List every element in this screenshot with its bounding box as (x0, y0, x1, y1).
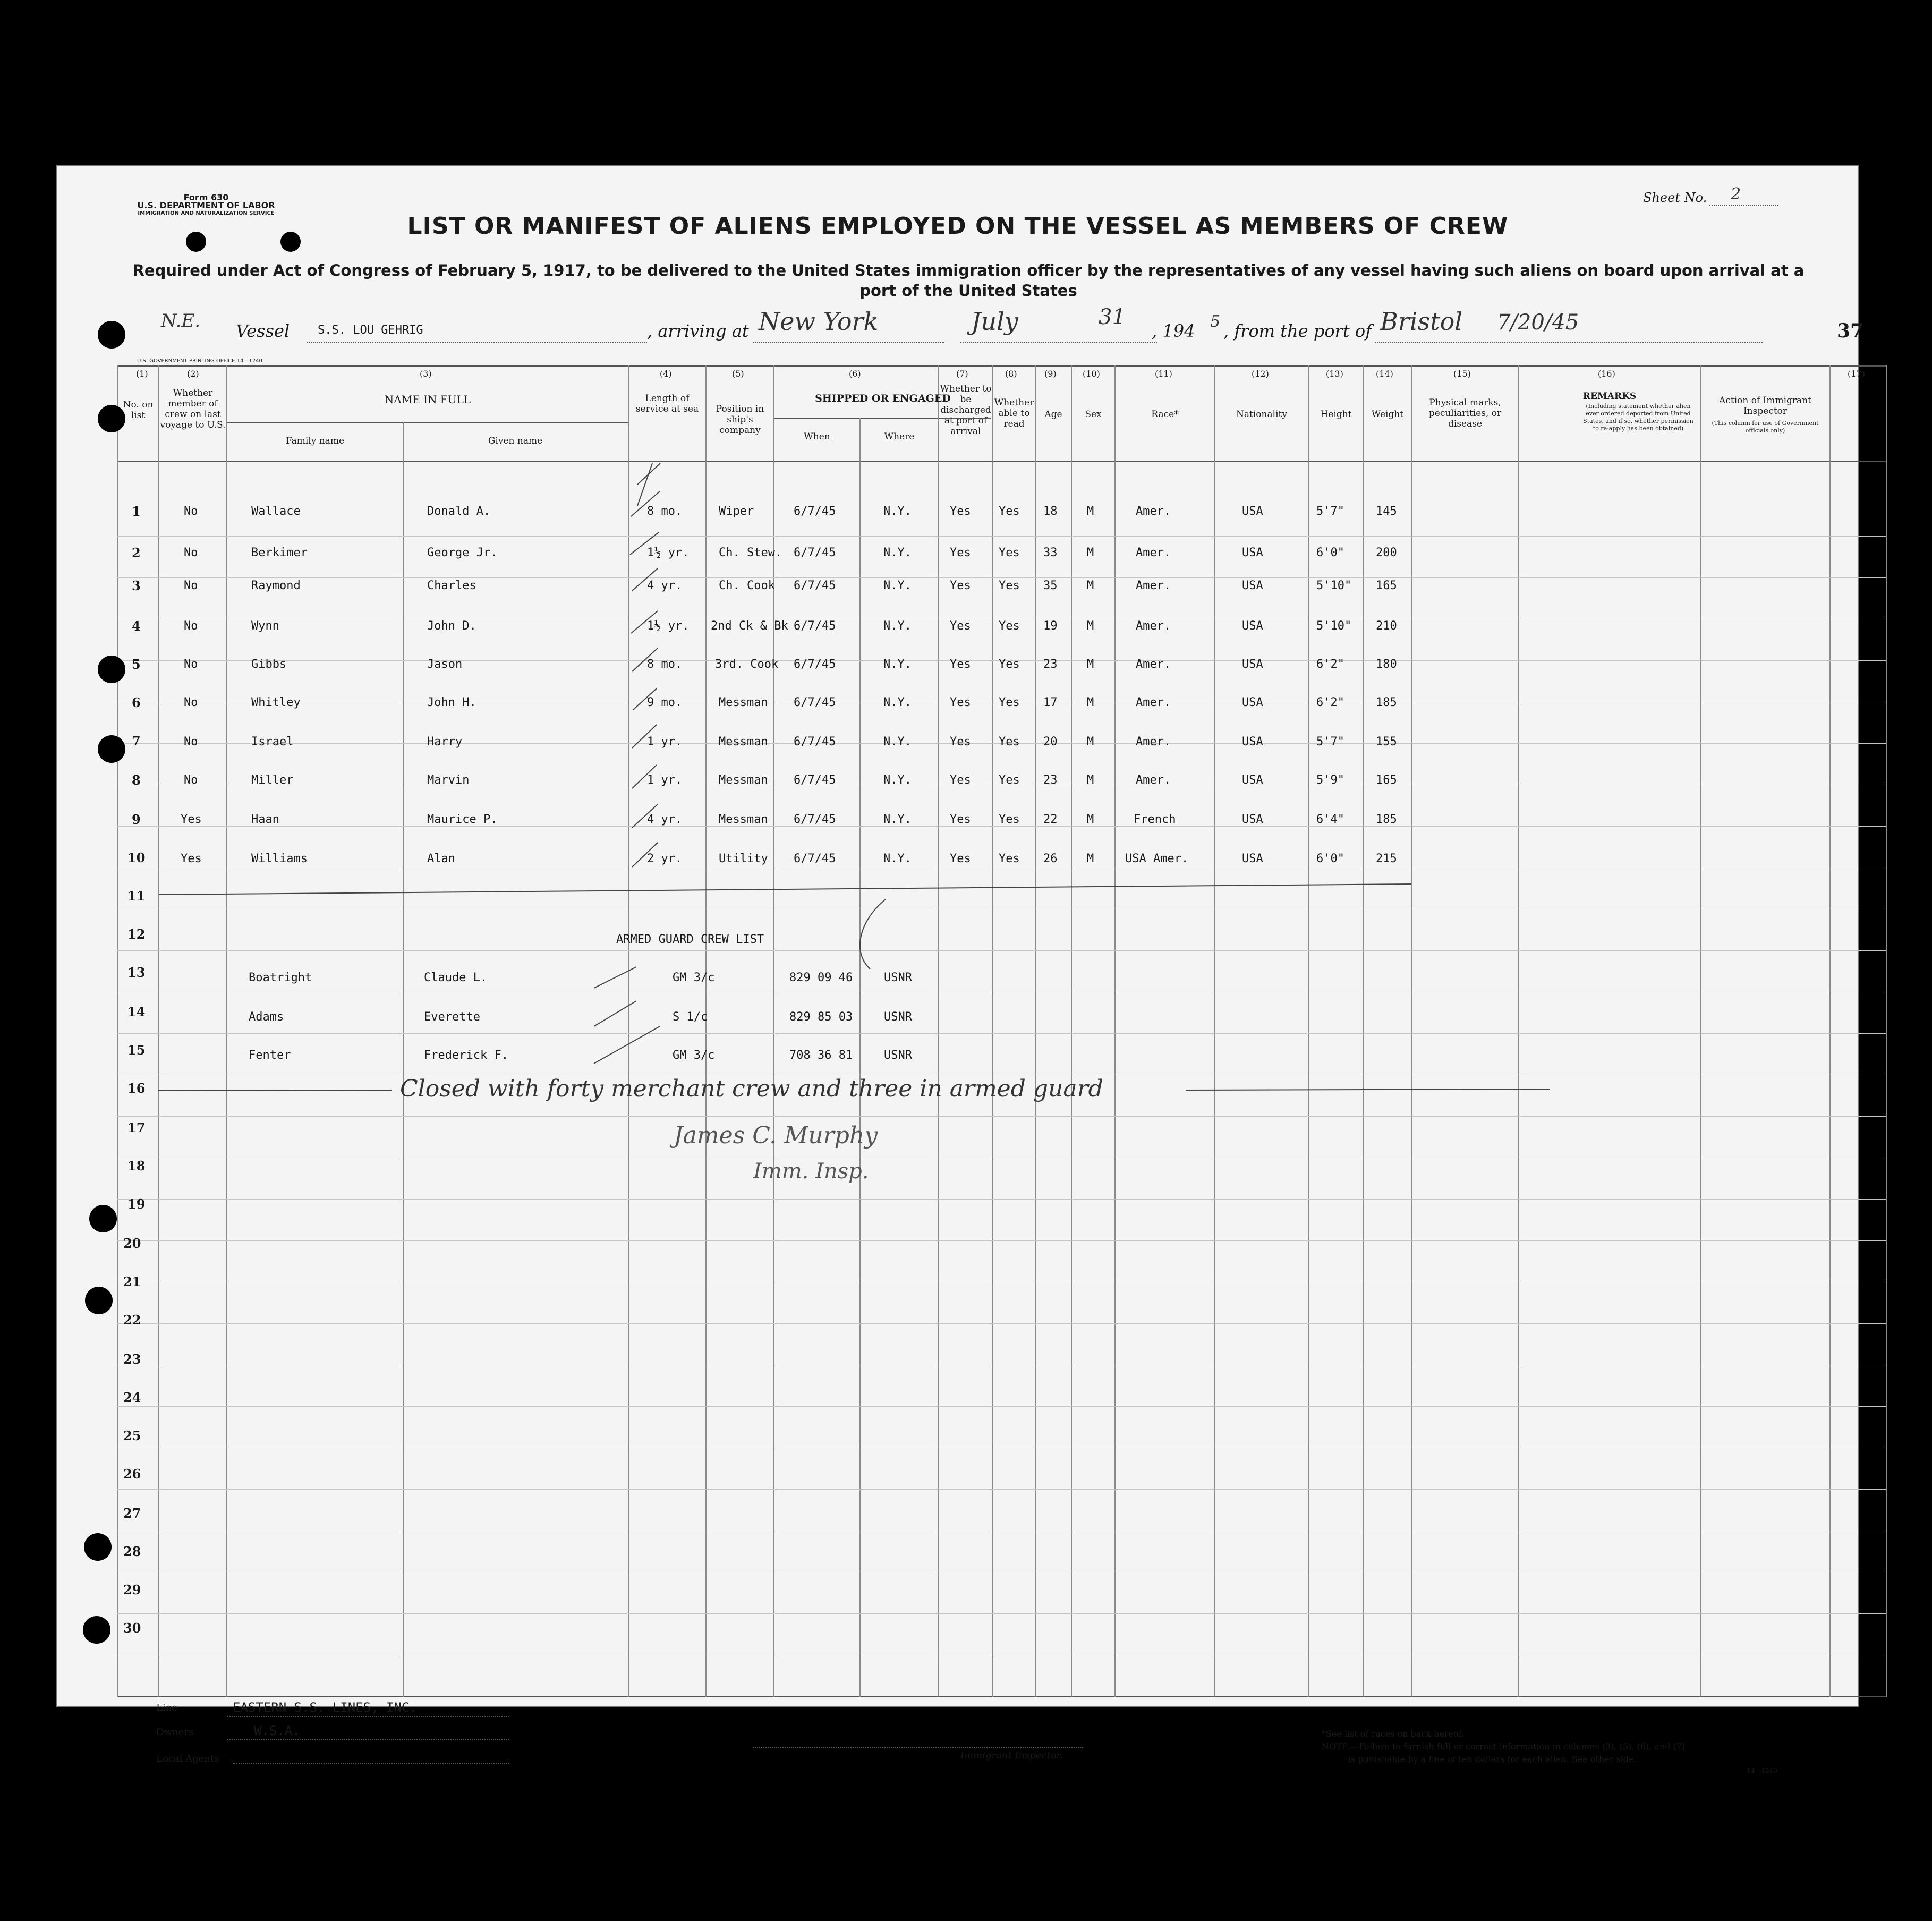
cell-sex: M (1087, 546, 1094, 559)
row-number: 24 (123, 1390, 141, 1405)
row-number: 5 (132, 657, 141, 672)
cell-race: French (1134, 813, 1176, 826)
owners-label: Owners (156, 1727, 194, 1738)
cell-position: Ch. Stew. (719, 546, 782, 559)
cell-read: Yes (999, 852, 1020, 865)
cell-weight: 215 (1376, 852, 1397, 865)
guard-branch: USNR (884, 1049, 912, 1062)
binder-hole (186, 232, 206, 252)
cell-where: N.Y. (883, 852, 912, 865)
cell-sex: M (1087, 696, 1094, 709)
cell-age: 33 (1043, 546, 1058, 559)
row-number: 28 (123, 1544, 141, 1559)
from-port-label: , from the port of (1223, 321, 1372, 341)
cell-service: 1½ yr. (647, 546, 690, 559)
row-number: 10 (127, 850, 146, 865)
cell-height: 5'7" (1316, 735, 1344, 749)
cell-read: Yes (999, 696, 1020, 709)
cell-sex: M (1087, 852, 1094, 865)
cell-weight: 185 (1376, 696, 1397, 709)
col-header-sex: Sex (1085, 409, 1102, 420)
row-number: 8 (132, 772, 141, 788)
cell-read: Yes (999, 579, 1020, 592)
binder-hole (83, 1616, 110, 1644)
cell-where: N.Y. (883, 813, 912, 826)
guard-family: Adams (249, 1010, 284, 1024)
cell-read: Yes (999, 774, 1020, 787)
binder-hole (85, 1287, 113, 1314)
colnum-16: (16) (1598, 369, 1615, 379)
cell-service: 2 yr. (647, 852, 683, 865)
line-rule (227, 1716, 509, 1717)
cell-given: Donald A. (427, 505, 491, 518)
col-header-last-voyage: Whether member of crew on last voyage to U.S. (160, 388, 226, 430)
cell-when: 6/7/45 (794, 735, 836, 749)
binder-hole (89, 1205, 117, 1232)
cell-family: Miller (251, 774, 294, 787)
cell-read: Yes (999, 619, 1020, 633)
cell-age: 35 (1043, 579, 1058, 592)
cell-where: N.Y. (883, 658, 912, 671)
cell-family: Wallace (251, 505, 301, 518)
service: IMMIGRATION AND NATURALIZATION SERVICE (138, 210, 275, 216)
cell-position: Messman (719, 696, 768, 709)
cell-service: 1 yr. (647, 735, 683, 749)
cell-sex: M (1087, 658, 1094, 671)
row-number: 26 (123, 1466, 141, 1482)
cell-where: N.Y. (883, 619, 912, 633)
col-header-read: Whether able to read (994, 397, 1034, 429)
cell-race: Amer. (1136, 735, 1171, 749)
pencil-bracket (860, 899, 886, 969)
arriving-port: New York (759, 307, 879, 336)
cell-sex: M (1087, 774, 1094, 787)
cell-position: Messman (719, 813, 768, 826)
cell-service: 8 mo. (647, 505, 683, 518)
guard-row (57, 1010, 1858, 1032)
cell-service: 9 mo. (647, 696, 683, 709)
cell-family: Wynn (251, 619, 279, 633)
armed-guard-heading: ARMED GUARD CREW LIST (616, 933, 764, 946)
cell-family: Whitley (251, 696, 301, 709)
cell-discharged: Yes (950, 619, 971, 633)
cell-race: Amer. (1136, 505, 1171, 518)
cell-race: Amer. (1136, 579, 1171, 592)
cell-family: Williams (251, 852, 308, 865)
row-number: 2 (132, 545, 141, 560)
vessel-name: S.S. LOU GEHRIG (318, 324, 423, 337)
guard-branch: USNR (884, 971, 912, 984)
col-header-position: Position in ship's company (716, 404, 764, 436)
cell-read: Yes (999, 658, 1020, 671)
col-header-remarks: REMARKS (1582, 391, 1637, 402)
cell-where: N.Y. (883, 696, 912, 709)
guard-rating: S 1/c (673, 1010, 708, 1024)
cell-nationality: USA (1242, 735, 1263, 749)
cell-last-voyage: No (184, 619, 198, 633)
cell-family: Gibbs (251, 658, 287, 671)
cell-family: Israel (251, 735, 294, 749)
row-number: 18 (127, 1158, 146, 1174)
col-header-inspector: Action of Immigrant Inspector (1719, 395, 1811, 416)
cell-age: 19 (1043, 619, 1058, 633)
cell-given: Maurice P. (427, 813, 498, 826)
cell-weight: 200 (1376, 546, 1397, 559)
cell-read: Yes (999, 505, 1020, 518)
sheet-no-value: 2 (1731, 185, 1741, 203)
row-number: 19 (127, 1196, 146, 1212)
row-number: 14 (127, 1004, 146, 1019)
cell-given: George Jr. (427, 546, 498, 559)
colnum-5: (5) (732, 369, 744, 379)
cell-race: Amer. (1136, 696, 1171, 709)
cell-age: 20 (1043, 735, 1058, 749)
agents-rule (233, 1763, 509, 1764)
margin-note: N.E. (161, 310, 201, 332)
colnum-14: (14) (1376, 369, 1393, 379)
cell-position: Wiper (719, 505, 754, 518)
cell-given: Marvin (427, 774, 470, 787)
cell-read: Yes (999, 813, 1020, 826)
row-number: 16 (127, 1081, 146, 1096)
col-header-family: Family name (285, 436, 345, 446)
printer-line: U.S. GOVERNMENT PRINTING OFFICE 14—1240 (137, 358, 262, 364)
manifest-sheet (57, 166, 1865, 1774)
binder-hole (98, 321, 125, 348)
cell-position: Messman (719, 735, 768, 749)
form-subtitle: Required under Act of Congress of February 5, 1917, to be delivered to the United States immigration officer by the representatives of any vessel having such aliens on board upon arrival at a port of the United States (132, 261, 1805, 300)
col-header-name: NAME IN FULL (384, 393, 471, 406)
cell-discharged: Yes (950, 505, 971, 518)
line-label: Line (156, 1702, 177, 1713)
colnum-3: (3) (420, 369, 432, 379)
binder-hole (98, 656, 125, 683)
guard-rating: GM 3/c (673, 1049, 715, 1062)
cell-position: 2nd Ck & Bk (711, 619, 788, 633)
cell-age: 23 (1043, 774, 1058, 787)
cell-where: N.Y. (883, 579, 912, 592)
col-header-inspector-sub: (This column for use of Government officials only) (1712, 420, 1819, 434)
row-number: 7 (132, 733, 141, 749)
arrival-month: July (971, 307, 1018, 336)
cell-discharged: Yes (950, 735, 971, 749)
cell-family: Haan (251, 813, 279, 826)
cell-discharged: Yes (950, 658, 971, 671)
row-number: 12 (127, 926, 146, 942)
guard-given: Everette (424, 1010, 480, 1024)
binder-hole (84, 1533, 112, 1561)
cell-when: 6/7/45 (794, 579, 836, 592)
guard-branch: USNR (884, 1010, 912, 1024)
form-title: LIST OR MANIFEST OF ALIENS EMPLOYED ON THE VESSEL AS MEMBERS OF CREW (407, 212, 1509, 240)
cell-discharged: Yes (950, 696, 971, 709)
cell-given: John D. (427, 619, 476, 633)
row-number: 25 (123, 1428, 141, 1443)
colnum-6: (6) (849, 369, 861, 379)
guard-number: 829 85 03 (789, 1010, 853, 1024)
cell-last-voyage: No (184, 546, 198, 559)
cell-nationality: USA (1242, 774, 1263, 787)
cell-where: N.Y. (883, 505, 912, 518)
cell-last-voyage: No (184, 579, 198, 592)
cell-when: 6/7/45 (794, 774, 836, 787)
cell-nationality: USA (1242, 813, 1263, 826)
immigrant-inspector-label: Immigrant Inspector. (960, 1750, 1063, 1761)
col-header-service: Length of service at sea (635, 393, 699, 414)
cell-service: 1 yr. (647, 774, 683, 787)
cell-service: 8 mo. (647, 658, 683, 671)
pencil-tick (637, 463, 660, 506)
col-header-discharged: Whether to be discharged at port of arrival (940, 384, 992, 437)
colnum-4: (4) (660, 369, 672, 379)
cell-service: 1½ yr. (647, 619, 690, 633)
cell-weight: 165 (1376, 579, 1397, 592)
line-value: EASTERN S.S. LINES, INC. (233, 1700, 417, 1715)
footer-code: 14—1240 (1747, 1767, 1777, 1774)
arriving-label: , arriving at (647, 321, 749, 341)
cell-where: N.Y. (883, 735, 912, 749)
colnum-12: (12) (1252, 369, 1269, 379)
cell-service: 4 yr. (647, 813, 683, 826)
col-header-nationality: Nationality (1236, 409, 1287, 420)
cell-last-voyage: Yes (181, 852, 202, 865)
cell-age: 26 (1043, 852, 1058, 865)
from-port: Bristol (1380, 307, 1463, 336)
cell-age: 22 (1043, 813, 1058, 826)
binder-hole (98, 735, 125, 763)
cell-height: 5'7" (1316, 505, 1344, 518)
page-stamp: 37 (1837, 320, 1864, 342)
guard-family: Fenter (249, 1049, 291, 1062)
cell-when: 6/7/45 (794, 813, 836, 826)
colnum-7: (7) (956, 369, 968, 379)
vessel-label: Vessel (236, 321, 290, 341)
col-header-when: When (804, 431, 830, 442)
sheet-no-label: Sheet No. (1643, 190, 1707, 205)
cell-race: Amer. (1136, 619, 1171, 633)
inspector-signature: James C. Murphy (674, 1122, 878, 1149)
cell-last-voyage: No (184, 735, 198, 749)
binder-hole (280, 232, 301, 252)
colnum-9: (9) (1044, 369, 1057, 379)
departure-date: 7/20/45 (1497, 310, 1579, 335)
colnum-2: (2) (187, 369, 199, 379)
guard-rating: GM 3/c (673, 971, 715, 984)
row-number: 3 (132, 578, 141, 593)
col-header-shipped: SHIPPED OR ENGAGED (815, 393, 951, 404)
cell-read: Yes (999, 546, 1020, 559)
cell-height: 5'10" (1316, 579, 1352, 592)
cell-when: 6/7/45 (794, 658, 836, 671)
row-number: 6 (132, 695, 141, 710)
cell-height: 6'0" (1316, 852, 1344, 865)
col-header-age: Age (1044, 409, 1062, 420)
cell-nationality: USA (1242, 546, 1263, 559)
year-label: , 194 (1152, 321, 1195, 341)
cell-nationality: USA (1242, 658, 1263, 671)
inspector-rule (753, 1747, 1083, 1748)
col-header-remarks-sub: (Including statement whether alien ever ordered deported from United States, and if so, whether permission to re-apply has been obtained) (1583, 403, 1693, 432)
cell-given: John H. (427, 696, 476, 709)
cell-height: 6'2" (1316, 658, 1344, 671)
owners-value: W.S.A. (254, 1723, 300, 1738)
closing-note: Closed with forty merchant crew and three in armed guard (400, 1075, 1103, 1102)
col-header-height: Height (1320, 409, 1352, 420)
colnum-15: (15) (1453, 369, 1471, 379)
cell-sex: M (1087, 619, 1094, 633)
cell-family: Raymond (251, 579, 301, 592)
cell-last-voyage: No (184, 774, 198, 787)
row-number: 22 (123, 1312, 141, 1328)
colnum-13: (13) (1326, 369, 1343, 379)
cell-height: 6'4" (1316, 813, 1344, 826)
col-header-given: Given name (488, 436, 543, 446)
cell-nationality: USA (1242, 696, 1263, 709)
col-header-race: Race* (1151, 409, 1179, 420)
cell-nationality: USA (1242, 579, 1263, 592)
row-number: 27 (123, 1506, 141, 1521)
cell-sex: M (1087, 813, 1094, 826)
cell-when: 6/7/45 (794, 852, 836, 865)
row-number: 29 (123, 1582, 141, 1597)
row-number: 9 (132, 812, 141, 827)
row-number: 21 (123, 1274, 141, 1289)
cell-when: 6/7/45 (794, 505, 836, 518)
inspector-title: Imm. Insp. (753, 1159, 869, 1184)
guard-number: 829 09 46 (789, 971, 853, 984)
cell-given: Alan (427, 852, 455, 865)
cell-discharged: Yes (950, 774, 971, 787)
cell-weight: 180 (1376, 658, 1397, 671)
cell-weight: 210 (1376, 619, 1397, 633)
cell-race: Amer. (1136, 546, 1171, 559)
form-number: Form 630 (183, 192, 229, 202)
cell-weight: 155 (1376, 735, 1397, 749)
cell-last-voyage: No (184, 696, 198, 709)
cell-height: 5'9" (1316, 774, 1344, 787)
cell-last-voyage: Yes (181, 813, 202, 826)
colnum-8: (8) (1005, 369, 1017, 379)
cell-age: 17 (1043, 696, 1058, 709)
cell-discharged: Yes (950, 813, 971, 826)
arrival-day: 31 (1099, 305, 1126, 329)
colnum-1: (1) (136, 369, 148, 379)
cell-age: 18 (1043, 505, 1058, 518)
footer-note-failure: NOTE.—Failure to furnish full or correct information in columns (3), (5), (6), and (7) (1322, 1741, 1686, 1752)
year-value: 5 (1210, 312, 1221, 331)
local-agents-label: Local Agents (156, 1753, 219, 1764)
cell-weight: 185 (1376, 813, 1397, 826)
cell-given: Jason (427, 658, 463, 671)
cell-position: Ch. Cook (719, 579, 775, 592)
cell-discharged: Yes (950, 546, 971, 559)
cell-weight: 165 (1376, 774, 1397, 787)
cell-last-voyage: No (184, 658, 198, 671)
guard-given: Claude L. (424, 971, 488, 984)
col-header-where: Where (884, 431, 915, 442)
owners-rule (227, 1739, 509, 1740)
cell-sex: M (1087, 579, 1094, 592)
row-number: 4 (132, 618, 141, 634)
colnum-17: (17) (1848, 369, 1865, 379)
guard-number: 708 36 81 (789, 1049, 853, 1062)
cell-position: Utility (719, 852, 768, 865)
col-header-physical: Physical marks, peculiarities, or disease (1428, 397, 1502, 429)
row-number: 13 (127, 965, 146, 980)
cell-nationality: USA (1242, 505, 1263, 518)
cell-last-voyage: No (184, 505, 198, 518)
col-line (1886, 365, 1887, 1697)
col-header-weight: Weight (1371, 409, 1404, 420)
handwritten-marks (57, 166, 1858, 1706)
row-number: 11 (127, 888, 146, 904)
pencil-tick (630, 491, 660, 867)
cell-given: Harry (427, 735, 463, 749)
footer-note-races: *See list of races on back hereof. (1322, 1729, 1465, 1739)
cell-nationality: USA (1242, 852, 1263, 865)
cell-given: Charles (427, 579, 476, 592)
cell-height: 6'2" (1316, 696, 1344, 709)
cell-where: N.Y. (883, 774, 912, 787)
colnum-11: (11) (1155, 369, 1172, 379)
footer-note-fine: is punishable by a fine of ten dollars for each alien. See other side. (1348, 1754, 1637, 1764)
cell-when: 6/7/45 (794, 696, 836, 709)
closing-line-crew (159, 884, 1411, 895)
col-header-no: No. on list (123, 400, 154, 421)
cell-when: 6/7/45 (794, 619, 836, 633)
row-number: 1 (132, 504, 141, 519)
cell-sex: M (1087, 505, 1094, 518)
row-number: 20 (123, 1236, 141, 1251)
row-number: 15 (127, 1042, 146, 1058)
cell-when: 6/7/45 (794, 546, 836, 559)
cell-height: 5'10" (1316, 619, 1352, 633)
colnum-10: (10) (1083, 369, 1100, 379)
guard-family: Boatright (249, 971, 312, 984)
cell-read: Yes (999, 735, 1020, 749)
cell-height: 6'0" (1316, 546, 1344, 559)
cell-where: N.Y. (883, 546, 912, 559)
guard-row (57, 971, 1858, 992)
department: U.S. DEPARTMENT OF LABOR (137, 200, 275, 210)
cell-discharged: Yes (950, 579, 971, 592)
row-number: 17 (127, 1120, 146, 1135)
cell-position: Messman (719, 774, 768, 787)
cell-service: 4 yr. (647, 579, 683, 592)
cell-age: 23 (1043, 658, 1058, 671)
row-number: 23 (123, 1352, 141, 1367)
cell-weight: 145 (1376, 505, 1397, 518)
cell-position: 3rd. Cook (715, 658, 779, 671)
row-number: 30 (123, 1620, 141, 1636)
cell-race: Amer. (1136, 658, 1171, 671)
cell-nationality: USA (1242, 619, 1263, 633)
cell-race: Amer. (1136, 774, 1171, 787)
guard-given: Frederick F. (424, 1049, 508, 1062)
guard-row (57, 1049, 1858, 1070)
cell-family: Berkimer (251, 546, 308, 559)
cell-sex: M (1087, 735, 1094, 749)
binder-hole (98, 405, 125, 432)
cell-discharged: Yes (950, 852, 971, 865)
cell-race: USA Amer. (1125, 852, 1189, 865)
